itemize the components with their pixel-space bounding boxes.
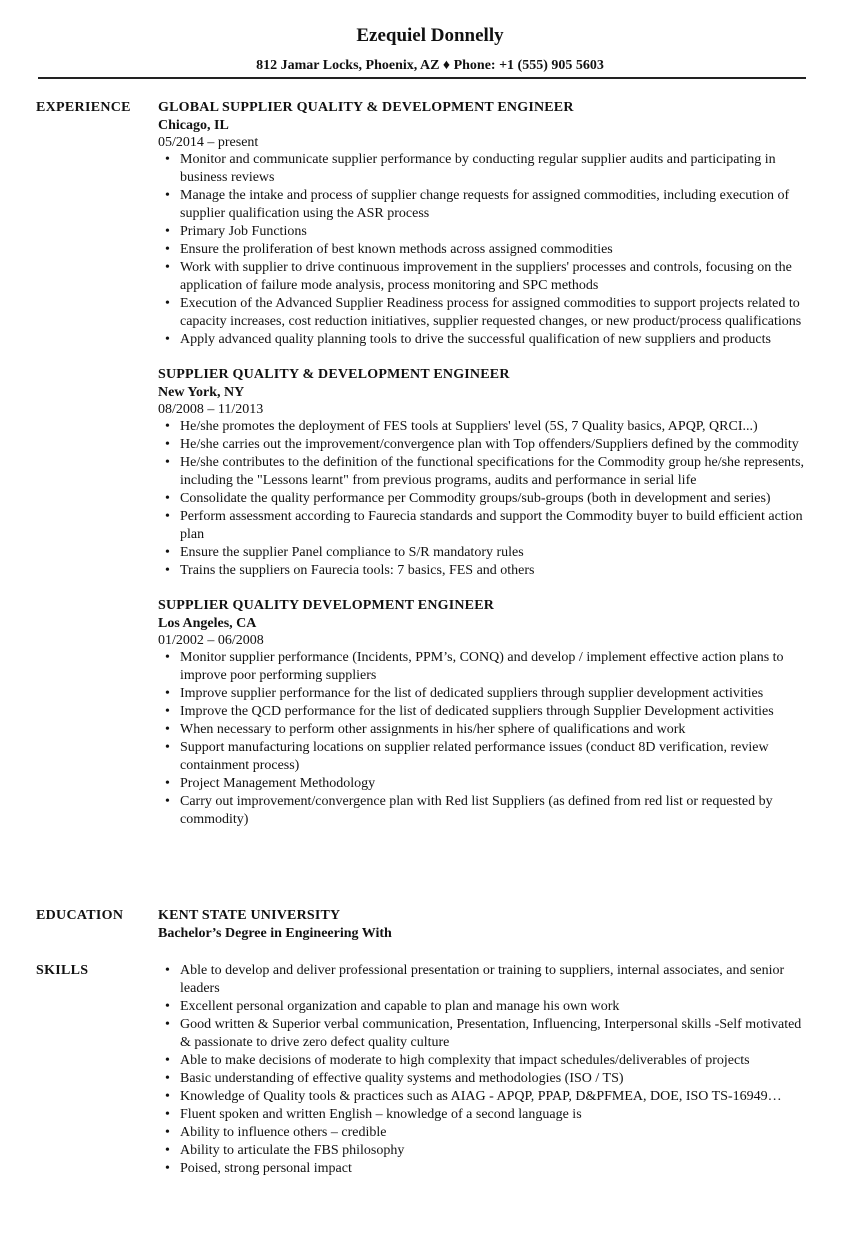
list-item: • Able to make decisions of moderate to high complexity that impact schedules/deliverables of projects xyxy=(158,1052,814,1070)
candidate-name: Ezequiel Donnelly xyxy=(356,25,504,46)
list-item: • Basic understanding of effective quality systems and methodologies (ISO / TS) xyxy=(158,1070,814,1088)
job-dates: 05/2014 – present xyxy=(158,135,259,150)
list-item: • Primary Job Functions xyxy=(158,223,814,241)
job-entry xyxy=(158,99,814,349)
list-item: • Execution of the Advanced Supplier Readiness process for assigned commodities to support projects related to capacity increases, cost reduction initiatives, supplier requested changes, or new product/process qualifications xyxy=(158,295,814,331)
job-location: Los Angeles, CA xyxy=(158,616,257,631)
list-item: • Support manufacturing locations on supplier related performance issues (conduct 8D verification, review containment process) xyxy=(158,739,814,775)
job-bullets xyxy=(158,418,814,580)
school-name: KENT STATE UNIVERSITY xyxy=(158,908,341,923)
list-item: • Good written & Superior verbal communication, Presentation, Influencing, Interpersonal skills -Self motivated & passionate to drive zero defect quality culture xyxy=(158,1016,814,1052)
list-item: • Improve supplier performance for the list of dedicated suppliers through supplier development activities xyxy=(158,685,814,703)
job-location: Chicago, IL xyxy=(158,118,229,133)
job-dates: 08/2008 – 11/2013 xyxy=(158,402,264,417)
skills-list xyxy=(158,962,814,1178)
list-item: • Excellent personal organization and capable to plan and manage his own work xyxy=(158,998,814,1016)
education-body xyxy=(158,907,814,943)
education-heading: EDUCATION xyxy=(36,908,124,923)
skills-body xyxy=(158,962,814,1178)
list-item: • He/she contributes to the definition of the functional specifications for the Commodity group he/she represents, including the "Lessons learnt" from previous programs, audits and performance in serial life xyxy=(158,454,814,490)
list-item: • When necessary to perform other assignments in his/her sphere of qualifications and work xyxy=(158,721,814,739)
list-item: • Project Management Methodology xyxy=(158,775,814,793)
degree: Bachelor’s Degree in Engineering With xyxy=(158,926,392,941)
list-item: • Improve the QCD performance for the list of dedicated suppliers through Supplier Development activities xyxy=(158,703,814,721)
list-item: • Perform assessment according to Faurecia standards and support the Commodity buyer to build efficient action plan xyxy=(158,508,814,544)
skills-heading: SKILLS xyxy=(36,963,89,978)
job-title: SUPPLIER QUALITY & DEVELOPMENT ENGINEER xyxy=(158,367,510,382)
list-item: • Monitor and communicate supplier performance by conducting regular supplier audits and participating in business reviews xyxy=(158,151,814,187)
list-item: • Work with supplier to drive continuous improvement in the suppliers' processes and controls, focusing on the application of failure mode analysis, process monitoring and SPC methods xyxy=(158,259,814,295)
job-entry xyxy=(158,366,814,580)
list-item: • Apply advanced quality planning tools to drive the successful qualification of new suppliers and products xyxy=(158,331,814,349)
list-item: • Ability to articulate the FBS philosophy xyxy=(158,1142,814,1160)
list-item: • Monitor supplier performance (Incidents, PPM’s, CONQ) and develop / implement effective action plans to improve poor performing suppliers xyxy=(158,649,814,685)
list-item: • Ensure the proliferation of best known methods across assigned commodities xyxy=(158,241,814,259)
list-item: • Consolidate the quality performance per Commodity groups/sub-groups (both in development and series) xyxy=(158,490,814,508)
experience-body xyxy=(158,99,814,846)
contact-line: 812 Jamar Locks, Phoenix, AZ ♦ Phone: +1 (555) 905 5603 xyxy=(256,58,604,73)
job-entry xyxy=(158,597,814,829)
job-bullets xyxy=(158,649,814,829)
list-item: • He/she promotes the deployment of FES tools at Suppliers' level (5S, 7 Quality basics, APQP, QRCI...) xyxy=(158,418,814,436)
list-item: • He/she carries out the improvement/convergence plan with Top offenders/Suppliers defined by the commodity xyxy=(158,436,814,454)
header-divider xyxy=(38,77,806,79)
job-title: GLOBAL SUPPLIER QUALITY & DEVELOPMENT ENGINEER xyxy=(158,100,574,115)
resume-header xyxy=(0,24,860,75)
job-title: SUPPLIER QUALITY DEVELOPMENT ENGINEER xyxy=(158,598,495,613)
list-item: • Ensure the supplier Panel compliance to S/R mandatory rules xyxy=(158,544,814,562)
list-item: • Carry out improvement/convergence plan with Red list Suppliers (as defined from red list or requested by commodity) xyxy=(158,793,814,829)
list-item: • Poised, strong personal impact xyxy=(158,1160,814,1178)
job-location: New York, NY xyxy=(158,385,245,400)
list-item: • Ability to influence others – credible xyxy=(158,1124,814,1142)
list-item: • Fluent spoken and written English – knowledge of a second language is xyxy=(158,1106,814,1124)
experience-heading: EXPERIENCE xyxy=(36,100,131,115)
job-bullets xyxy=(158,151,814,349)
list-item: • Trains the suppliers on Faurecia tools: 7 basics, FES and others xyxy=(158,562,814,580)
list-item: • Knowledge of Quality tools & practices such as AIAG - APQP, PPAP, D&PFMEA, DOE, ISO TS-16949… xyxy=(158,1088,814,1106)
job-dates: 01/2002 – 06/2008 xyxy=(158,633,264,648)
list-item: • Able to develop and deliver professional presentation or training to suppliers, internal associates, and senior leaders xyxy=(158,962,814,998)
list-item: • Manage the intake and process of supplier change requests for assigned commodities, including execution of supplier qualification using the ASR process xyxy=(158,187,814,223)
